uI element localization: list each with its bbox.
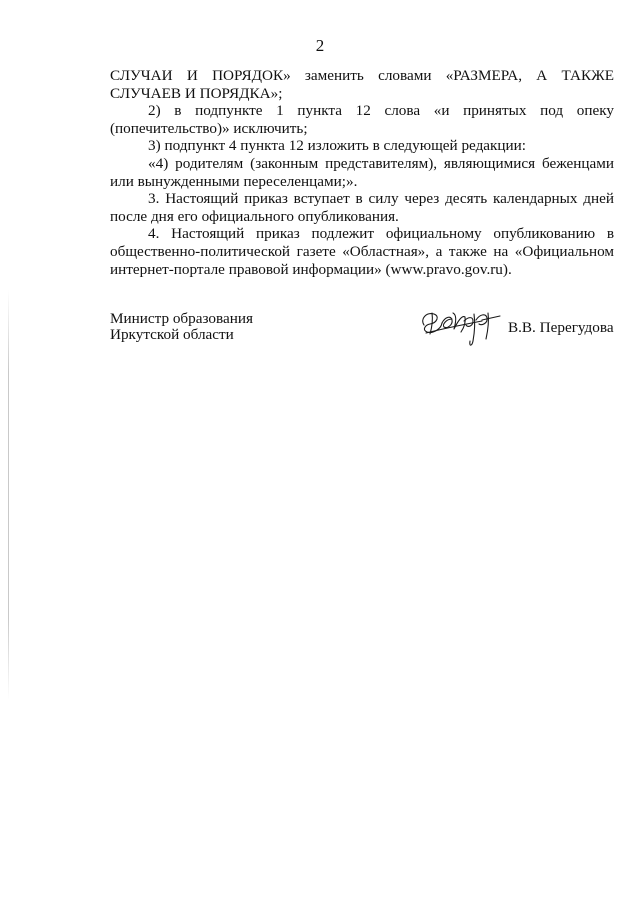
paragraph-line: 4. Настоящий приказ подлежит официальному опубликованию в bbox=[148, 225, 614, 243]
handwritten-signature-icon bbox=[418, 303, 506, 349]
paragraph-line: 3) подпункт 4 пункта 12 изложить в следующей редакции: bbox=[148, 137, 527, 155]
paragraph-line: «4) родителям (законным представителям), являющимися беженцами bbox=[148, 154, 614, 172]
document-body bbox=[110, 67, 614, 278]
paragraph-line: (попечительство)» исключить; bbox=[110, 119, 308, 137]
paragraph-line: общественно-политической газете «Областная», а также на «Официальном bbox=[110, 242, 614, 260]
paragraph-line: 3. Настоящий приказ вступает в силу через десять календарных дней bbox=[148, 190, 614, 208]
paragraph-line: интернет-портале правовой информации» (www.pravo.gov.ru). bbox=[110, 260, 512, 278]
paragraph-line: СЛУЧАИ И ПОРЯДОК» заменить словами «РАЗМЕРА, А ТАКЖЕ bbox=[110, 67, 614, 84]
paragraph-line: СЛУЧАЕВ И ПОРЯДКА»; bbox=[110, 84, 283, 102]
paragraph-line: после дня его официального опубликования. bbox=[110, 207, 399, 225]
signatory-position-line: Иркутской области bbox=[110, 326, 234, 343]
paragraph-line: 2) в подпункте 1 пункта 12 слова «и принятых под опеку bbox=[148, 102, 614, 120]
signatory-position bbox=[110, 311, 253, 343]
paragraph-line: или вынужденными переселенцами;». bbox=[110, 172, 358, 190]
signatory-position-line: Министр образования bbox=[110, 310, 253, 327]
signatory-name: В.В. Перегудова bbox=[508, 319, 614, 336]
page-margin-mark bbox=[8, 290, 9, 700]
page-number: 2 bbox=[315, 36, 325, 55]
